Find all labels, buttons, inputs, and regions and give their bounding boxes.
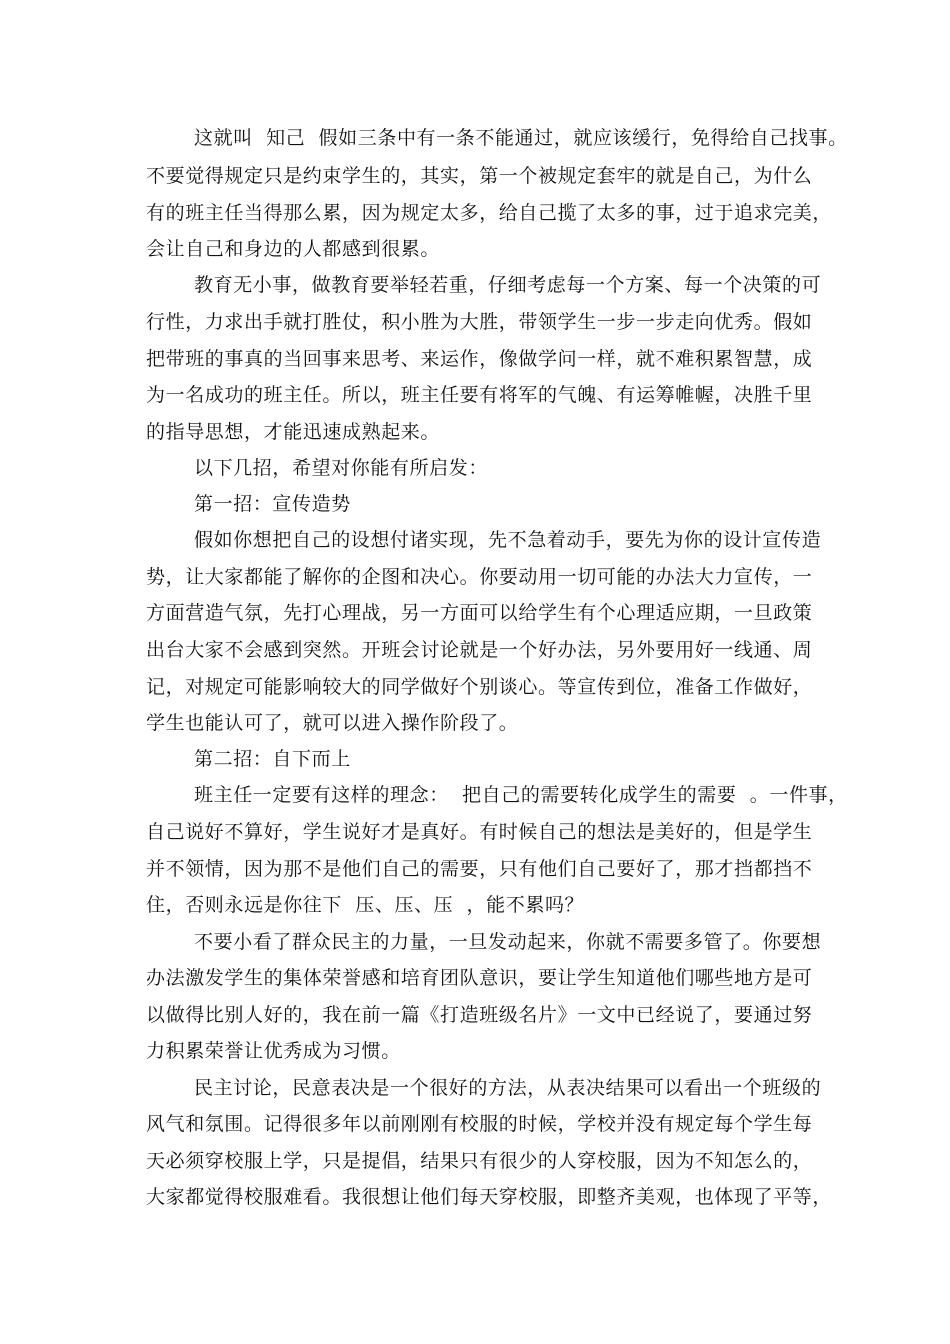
text-line: 行性，力求出手就打胜仗，积小胜为大胜，带领学生一步一步走向优秀。假如 [146,311,813,333]
text-line: 把带班的事真的当回事来思考、来运作，像做学问一样，就不难积累智慧，成 [146,348,813,370]
text-line: 大家都觉得校服难看。我很想让他们每天穿校服，即整齐美观，也体现了平等， [146,1186,833,1208]
text-line: 学生也能认可了，就可以进入操作阶段了。 [146,712,519,734]
text-line: 方面营造气氛，先打心理战，另一方面可以给学生有个心理适应期，一旦政策 [146,602,813,624]
text-line: 的指导思想，才能迅速成熟起来。 [146,421,441,443]
text-line: 教育无小事，做教育要举轻若重，仔细考虑每一个方案、每一个决策的可 [194,274,822,296]
text-line: 会让自己和身边的人都感到很累。 [146,238,441,260]
text-line: 出台大家不会感到突然。开班会讨论就是一个好办法，另外要用好一线通、周 [146,639,813,661]
text-line: 以做得比别人好的，我在前一篇《打造班级名片》一文中已经说了，要通过努 [146,1004,813,1026]
text-line: 有的班主任当得那么累，因为规定太多，给自己揽了太多的事，过于追求完美， [146,202,833,224]
text-line: 为一名成功的班主任。所以，班主任要有将军的气魄、有运筹帷幄，决胜千里 [146,384,813,406]
text-line: 记，对规定可能影响较大的同学做好个别谈心。等宣传到位，准备工作做好， [146,676,813,698]
text-line: 不要觉得规定只是约束学生的，其实，第一个被规定套牢的就是自己，为什么 [146,165,813,187]
text-line: 自己说好不算好，学生说好才是真好。有时候自己的想法是美好的，但是学生 [146,821,813,843]
text-line: 办法激发学生的集体荣誉感和培育团队意识，要让学生知道他们哪些地方是可 [146,967,813,989]
text-line: 这就叫 知己 假如三条中有一条不能通过，就应该缓行，免得给自己找事。 [194,127,848,149]
text-line: 住，否则永远是你往下 压、压、压 ，能不累吗？ [146,894,585,916]
text-line: 以下几招，希望对你能有所启发： [194,457,489,479]
section-heading: 第一招：宣传造势 [194,493,351,515]
text-line: 风气和氛围。记得很多年以前刚刚有校服的时候，学校并没有规定每个学生每 [146,1113,813,1135]
text-line: 力积累荣誉让优秀成为习惯。 [146,1040,401,1062]
text-line: 天必须穿校服上学，只是提倡，结果只有很少的人穿校服，因为不知怎么的， [146,1150,813,1172]
text-line: 势，让大家都能了解你的企图和决心。你要动用一切可能的办法大力宣传，一 [146,566,813,588]
text-line: 班主任一定要有这样的理念： 把自己的需要转化成学生的需要 。一件事， [194,784,848,806]
text-line: 不要小看了群众民主的力量，一旦发动起来，你就不需要多管了。你要想 [194,931,822,953]
text-line: 假如你想把自己的设想付诸实现，先不急着动手，要先为你的设计宣传造 [194,529,822,551]
text-line: 并不领情，因为那不是他们自己的需要，只有他们自己要好了，那才挡都挡不 [146,858,813,880]
section-heading: 第二招：自下而上 [194,748,351,770]
text-line: 民主讨论，民意表决是一个很好的方法，从表决结果可以看出一个班级的 [194,1077,822,1099]
